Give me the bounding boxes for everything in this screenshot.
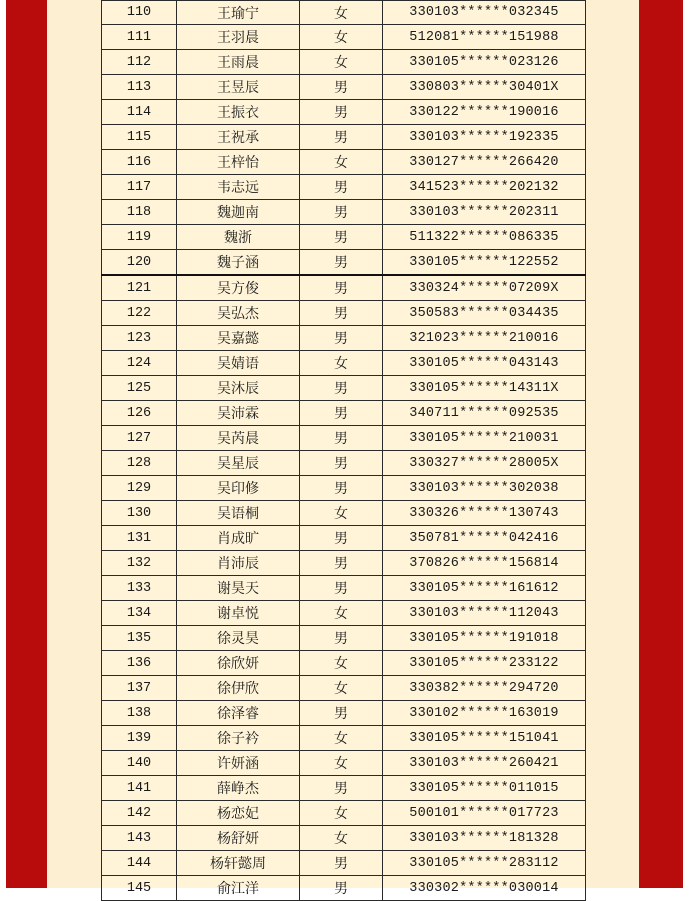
student-gender-cell: 男 xyxy=(300,476,383,501)
table-row xyxy=(102,75,586,100)
student-gender-cell: 男 xyxy=(300,250,383,276)
table-row xyxy=(102,551,586,576)
student-gender-cell: 男 xyxy=(300,426,383,451)
table-row xyxy=(102,351,586,376)
student-name-cell: 王昱辰 xyxy=(177,75,300,100)
table-row xyxy=(102,626,586,651)
id-card-number-cell: 330302******030014 xyxy=(383,876,586,901)
student-number-cell: 117 xyxy=(102,175,177,200)
student-number-cell: 116 xyxy=(102,150,177,175)
table-row xyxy=(102,50,586,75)
table-row xyxy=(102,225,586,250)
student-number-cell: 122 xyxy=(102,301,177,326)
student-roster-table xyxy=(101,0,586,901)
student-gender-cell: 女 xyxy=(300,726,383,751)
id-card-number-cell: 340711******092535 xyxy=(383,401,586,426)
student-name-cell: 王瑜宁 xyxy=(177,1,300,25)
table-row xyxy=(102,150,586,175)
student-number-cell: 139 xyxy=(102,726,177,751)
table-row xyxy=(102,250,586,276)
id-card-number-cell: 330122******190016 xyxy=(383,100,586,125)
student-name-cell: 徐伊欣 xyxy=(177,676,300,701)
id-card-number-cell: 330103******181328 xyxy=(383,826,586,851)
table-row xyxy=(102,25,586,50)
student-name-cell: 吴嘉懿 xyxy=(177,326,300,351)
id-card-number-cell: 321023******210016 xyxy=(383,326,586,351)
id-card-number-cell: 512081******151988 xyxy=(383,25,586,50)
id-card-number-cell: 330102******163019 xyxy=(383,701,586,726)
table-row xyxy=(102,776,586,801)
id-card-number-cell: 330105******210031 xyxy=(383,426,586,451)
student-gender-cell: 女 xyxy=(300,25,383,50)
student-name-cell: 魏迦南 xyxy=(177,200,300,225)
student-gender-cell: 男 xyxy=(300,851,383,876)
student-number-cell: 140 xyxy=(102,751,177,776)
student-number-cell: 113 xyxy=(102,75,177,100)
student-name-cell: 徐子衿 xyxy=(177,726,300,751)
id-card-number-cell: 330105******233122 xyxy=(383,651,586,676)
id-card-number-cell: 330103******032345 xyxy=(383,1,586,25)
student-number-cell: 136 xyxy=(102,651,177,676)
student-gender-cell: 女 xyxy=(300,150,383,175)
student-name-cell: 魏浙 xyxy=(177,225,300,250)
table-row xyxy=(102,476,586,501)
student-name-cell: 吴芮晨 xyxy=(177,426,300,451)
table-row xyxy=(102,376,586,401)
student-gender-cell: 女 xyxy=(300,651,383,676)
student-number-cell: 141 xyxy=(102,776,177,801)
student-name-cell: 徐灵昊 xyxy=(177,626,300,651)
student-number-cell: 110 xyxy=(102,1,177,25)
id-card-number-cell: 330327******28005X xyxy=(383,451,586,476)
id-card-number-cell: 511322******086335 xyxy=(383,225,586,250)
table-row xyxy=(102,676,586,701)
table-row xyxy=(102,751,586,776)
student-name-cell: 吴星辰 xyxy=(177,451,300,476)
id-card-number-cell: 330105******023126 xyxy=(383,50,586,75)
student-number-cell: 114 xyxy=(102,100,177,125)
student-name-cell: 徐泽睿 xyxy=(177,701,300,726)
id-card-number-cell: 330103******260421 xyxy=(383,751,586,776)
student-name-cell: 韦志远 xyxy=(177,175,300,200)
table-row xyxy=(102,826,586,851)
student-number-cell: 130 xyxy=(102,501,177,526)
id-card-number-cell: 330105******151041 xyxy=(383,726,586,751)
student-number-cell: 138 xyxy=(102,701,177,726)
student-gender-cell: 男 xyxy=(300,75,383,100)
table-row xyxy=(102,601,586,626)
student-number-cell: 127 xyxy=(102,426,177,451)
student-number-cell: 121 xyxy=(102,275,177,301)
table-row xyxy=(102,851,586,876)
student-name-cell: 吴沐辰 xyxy=(177,376,300,401)
id-card-number-cell: 330105******14311X xyxy=(383,376,586,401)
id-card-number-cell: 330382******294720 xyxy=(383,676,586,701)
student-number-cell: 135 xyxy=(102,626,177,651)
student-name-cell: 王雨晨 xyxy=(177,50,300,75)
student-gender-cell: 男 xyxy=(300,701,383,726)
student-gender-cell: 男 xyxy=(300,275,383,301)
student-gender-cell: 男 xyxy=(300,326,383,351)
student-name-cell: 杨恋妃 xyxy=(177,801,300,826)
student-name-cell: 许妍涵 xyxy=(177,751,300,776)
table-row xyxy=(102,326,586,351)
student-gender-cell: 男 xyxy=(300,376,383,401)
table-row xyxy=(102,801,586,826)
student-number-cell: 115 xyxy=(102,125,177,150)
id-card-number-cell: 330803******30401X xyxy=(383,75,586,100)
table-row xyxy=(102,426,586,451)
student-name-cell: 徐欣妍 xyxy=(177,651,300,676)
id-card-number-cell: 330105******191018 xyxy=(383,626,586,651)
student-gender-cell: 男 xyxy=(300,876,383,901)
student-name-cell: 王祝承 xyxy=(177,125,300,150)
student-gender-cell: 男 xyxy=(300,401,383,426)
student-number-cell: 118 xyxy=(102,200,177,225)
student-gender-cell: 男 xyxy=(300,776,383,801)
id-card-number-cell: 341523******202132 xyxy=(383,175,586,200)
student-gender-cell: 男 xyxy=(300,551,383,576)
table-row xyxy=(102,501,586,526)
student-number-cell: 145 xyxy=(102,876,177,901)
student-gender-cell: 女 xyxy=(300,751,383,776)
roster-sheet xyxy=(101,0,585,897)
student-name-cell: 吴语桐 xyxy=(177,501,300,526)
student-number-cell: 144 xyxy=(102,851,177,876)
student-number-cell: 112 xyxy=(102,50,177,75)
student-gender-cell: 男 xyxy=(300,225,383,250)
id-card-number-cell: 350583******034435 xyxy=(383,301,586,326)
id-card-number-cell: 370826******156814 xyxy=(383,551,586,576)
student-name-cell: 吴弘杰 xyxy=(177,301,300,326)
student-gender-cell: 男 xyxy=(300,626,383,651)
table-row xyxy=(102,726,586,751)
id-card-number-cell: 330105******043143 xyxy=(383,351,586,376)
student-gender-cell: 女 xyxy=(300,601,383,626)
student-number-cell: 119 xyxy=(102,225,177,250)
student-name-cell: 肖沛辰 xyxy=(177,551,300,576)
table-row xyxy=(102,401,586,426)
id-card-number-cell: 330103******112043 xyxy=(383,601,586,626)
student-gender-cell: 女 xyxy=(300,826,383,851)
student-gender-cell: 女 xyxy=(300,676,383,701)
student-number-cell: 126 xyxy=(102,401,177,426)
student-name-cell: 王梓怡 xyxy=(177,150,300,175)
student-name-cell: 薛峥杰 xyxy=(177,776,300,801)
student-name-cell: 俞江洋 xyxy=(177,876,300,901)
student-gender-cell: 女 xyxy=(300,1,383,25)
id-card-number-cell: 330105******122552 xyxy=(383,250,586,276)
student-gender-cell: 男 xyxy=(300,100,383,125)
table-row xyxy=(102,526,586,551)
id-card-number-cell: 330105******161612 xyxy=(383,576,586,601)
student-name-cell: 吴沛霖 xyxy=(177,401,300,426)
student-number-cell: 137 xyxy=(102,676,177,701)
table-row xyxy=(102,1,586,25)
student-gender-cell: 女 xyxy=(300,501,383,526)
table-row xyxy=(102,651,586,676)
id-card-number-cell: 330324******07209X xyxy=(383,275,586,301)
table-row xyxy=(102,701,586,726)
student-name-cell: 魏子涵 xyxy=(177,250,300,276)
student-number-cell: 143 xyxy=(102,826,177,851)
student-number-cell: 134 xyxy=(102,601,177,626)
student-name-cell: 杨轩懿周 xyxy=(177,851,300,876)
roster-table-body xyxy=(102,1,586,901)
table-row xyxy=(102,451,586,476)
table-row xyxy=(102,576,586,601)
student-gender-cell: 女 xyxy=(300,50,383,75)
student-gender-cell: 男 xyxy=(300,200,383,225)
student-name-cell: 肖成旷 xyxy=(177,526,300,551)
student-gender-cell: 男 xyxy=(300,526,383,551)
student-gender-cell: 男 xyxy=(300,301,383,326)
student-number-cell: 120 xyxy=(102,250,177,276)
id-card-number-cell: 330326******130743 xyxy=(383,501,586,526)
id-card-number-cell: 330103******302038 xyxy=(383,476,586,501)
id-card-number-cell: 500101******017723 xyxy=(383,801,586,826)
student-gender-cell: 男 xyxy=(300,451,383,476)
student-name-cell: 吴方俊 xyxy=(177,275,300,301)
student-name-cell: 谢昊天 xyxy=(177,576,300,601)
student-name-cell: 谢卓悦 xyxy=(177,601,300,626)
table-row xyxy=(102,275,586,301)
id-card-number-cell: 330105******283112 xyxy=(383,851,586,876)
student-gender-cell: 男 xyxy=(300,125,383,150)
student-name-cell: 王羽晨 xyxy=(177,25,300,50)
student-number-cell: 132 xyxy=(102,551,177,576)
student-number-cell: 124 xyxy=(102,351,177,376)
id-card-number-cell: 330103******192335 xyxy=(383,125,586,150)
student-gender-cell: 女 xyxy=(300,801,383,826)
table-row xyxy=(102,175,586,200)
student-number-cell: 133 xyxy=(102,576,177,601)
student-name-cell: 杨舒妍 xyxy=(177,826,300,851)
student-name-cell: 王振衣 xyxy=(177,100,300,125)
student-number-cell: 111 xyxy=(102,25,177,50)
student-gender-cell: 男 xyxy=(300,175,383,200)
table-row xyxy=(102,100,586,125)
student-number-cell: 128 xyxy=(102,451,177,476)
student-number-cell: 125 xyxy=(102,376,177,401)
student-number-cell: 142 xyxy=(102,801,177,826)
id-card-number-cell: 350781******042416 xyxy=(383,526,586,551)
student-number-cell: 131 xyxy=(102,526,177,551)
id-card-number-cell: 330103******202311 xyxy=(383,200,586,225)
student-number-cell: 129 xyxy=(102,476,177,501)
id-card-number-cell: 330105******011015 xyxy=(383,776,586,801)
student-gender-cell: 女 xyxy=(300,351,383,376)
table-row xyxy=(102,301,586,326)
student-name-cell: 吴婧语 xyxy=(177,351,300,376)
table-row xyxy=(102,876,586,901)
student-gender-cell: 男 xyxy=(300,576,383,601)
table-row xyxy=(102,200,586,225)
table-row xyxy=(102,125,586,150)
student-name-cell: 吴印修 xyxy=(177,476,300,501)
id-card-number-cell: 330127******266420 xyxy=(383,150,586,175)
student-number-cell: 123 xyxy=(102,326,177,351)
